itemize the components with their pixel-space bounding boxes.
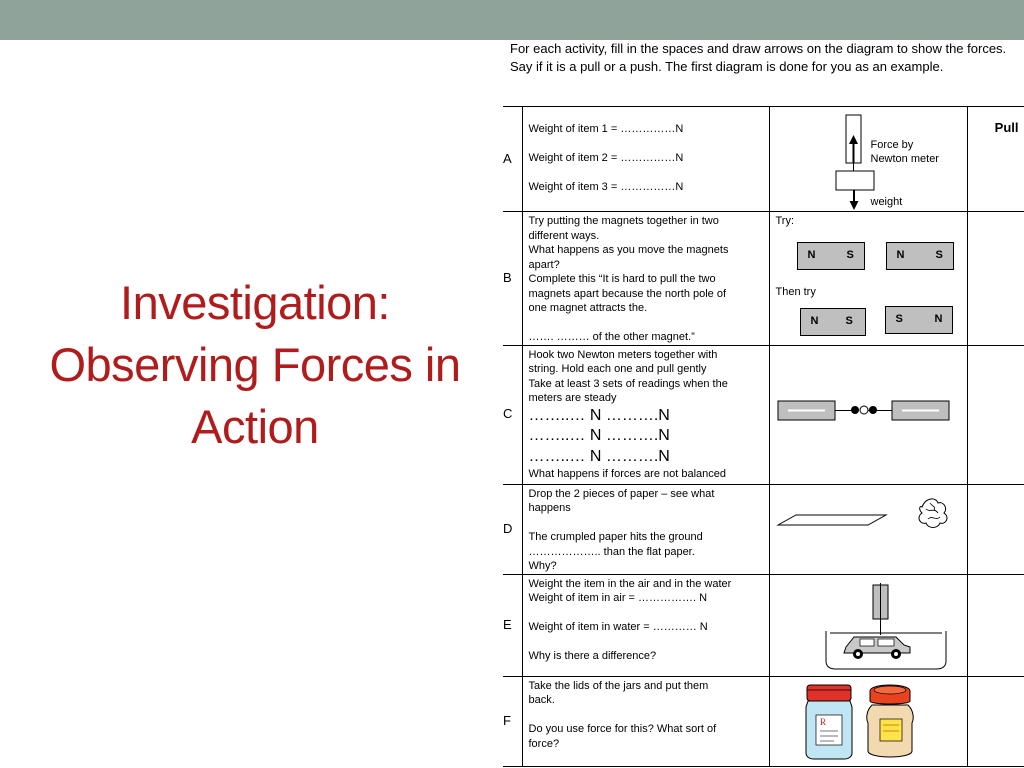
text-line: Take at least 3 sets of readings when the (528, 377, 728, 390)
table-row-c (503, 345, 1024, 484)
magnet-pole: S (895, 313, 903, 325)
table-row-d (503, 484, 1024, 574)
row-d-diagram (769, 484, 967, 574)
text-line: Drop the 2 pieces of paper – see what (528, 487, 715, 500)
table-row-a (503, 107, 1024, 212)
row-b-text (522, 212, 769, 346)
text-line: happens (528, 502, 571, 514)
magnet-pole: S (846, 249, 854, 261)
row-c-text (522, 345, 769, 484)
table-row-f (503, 676, 1024, 766)
force-label-line-1: Force by (870, 139, 914, 151)
row-letter: D (503, 484, 522, 574)
worksheet-table (503, 106, 1024, 767)
row-a-text (522, 107, 769, 212)
row-e-diagram (769, 574, 967, 676)
text-line: What happens as you move the magnets (528, 244, 729, 256)
magnet-pole: S (935, 249, 943, 261)
text-line: The crumpled paper hits the ground (528, 531, 703, 543)
title-line-3: Action (191, 400, 319, 453)
text-line: magnets apart because the north pole of (528, 287, 727, 300)
text-line: Why? (528, 560, 557, 572)
row-letter: B (503, 212, 522, 346)
text-line: Weight of item 1 = ……………N (528, 123, 684, 135)
text-line: ……………….. than the flat paper. (528, 545, 695, 558)
try-label: Try: (775, 215, 795, 227)
row-a-diagram (769, 107, 967, 212)
magnet-pole: N (807, 249, 816, 261)
text-line: Complete this “It is hard to pull the two (528, 273, 716, 285)
slide-title (10, 272, 500, 458)
linked-newton-meters-diagram (770, 346, 968, 484)
top-bar (0, 0, 1024, 40)
text-line: different ways. (528, 229, 600, 242)
magnet-pole: N (810, 315, 819, 327)
pull-push-answer: Pull (994, 120, 1019, 135)
text-line: apart? (528, 258, 560, 271)
text-line: Weight of item in air = ……………. N (528, 592, 708, 604)
paper-drop-diagram (770, 485, 968, 571)
text-line: Weight the item in the air and in the water (528, 577, 732, 590)
title-line-2: Observing Forces in (49, 338, 461, 391)
text-line: Weight of item 2 = ……………N (528, 152, 684, 164)
reading-line: ……..… N ……….N (528, 427, 670, 444)
magnet-pole: S (845, 315, 853, 327)
text-line: Do you use force for this? What sort of (528, 723, 717, 735)
text-line: Weight of item in water = ………… N (528, 621, 708, 633)
row-a-pull-push (967, 107, 1024, 212)
magnet-bar (886, 242, 954, 270)
magnet-pole: N (934, 313, 943, 325)
table-row-e (503, 574, 1024, 676)
text-line: ……. ……… of the other magnet.” (528, 331, 695, 343)
row-d-text (522, 484, 769, 574)
jars-diagram (770, 677, 968, 766)
then-try-label: Then try (775, 286, 816, 298)
text-line: one magnet attracts the. (528, 302, 648, 314)
text-line: Why is there a difference? (528, 650, 657, 662)
magnet-pole: N (896, 249, 905, 261)
text-line: meters are steady (528, 392, 617, 404)
reading-line: ……..… N ……….N (528, 406, 670, 424)
row-letter: E (503, 574, 522, 676)
text-line: Hook two Newton meters together with (528, 348, 718, 361)
row-c-diagram (769, 345, 967, 484)
text-line: force? (528, 737, 560, 750)
magnet-bar (800, 308, 866, 336)
row-e-text (522, 574, 769, 676)
text-line: Take the lids of the jars and put them (528, 679, 709, 692)
force-label-line-2: Newton meter (870, 153, 939, 165)
magnet-bar (885, 306, 953, 334)
magnet-bar (797, 242, 865, 270)
text-line: back. (528, 694, 555, 706)
text-line: Try putting the magnets together in two (528, 215, 719, 227)
row-f-text (522, 676, 769, 766)
row-letter: F (503, 676, 522, 766)
text-line: string. Hold each one and pull gently (528, 363, 707, 375)
table-row-b (503, 212, 1024, 346)
reading-line: ……..… N ……….N (528, 447, 670, 465)
row-f-diagram (769, 676, 967, 766)
row-f-pull-push (967, 676, 1024, 766)
instructions-text: For each activity, fill in the spaces and draw arrows on the diagram to show the forces. Say if it is a pull or a push. The first diagram is done for you as an example. (510, 41, 1007, 74)
row-letter: C (503, 345, 522, 484)
text-line: Weight of item 3 = ……………N (528, 181, 684, 193)
row-e-pull-push (967, 574, 1024, 676)
row-b-diagram (769, 212, 967, 346)
text-line: What happens if forces are not balanced (528, 468, 727, 480)
weight-label: weight (870, 196, 903, 208)
row-c-pull-push (967, 345, 1024, 484)
row-b-pull-push (967, 212, 1024, 346)
svg-text:R: R (819, 716, 826, 727)
row-letter: A (503, 107, 522, 212)
weighing-in-water-diagram (770, 575, 968, 676)
title-line-1: Investigation: (120, 276, 390, 329)
row-d-pull-push (967, 484, 1024, 574)
